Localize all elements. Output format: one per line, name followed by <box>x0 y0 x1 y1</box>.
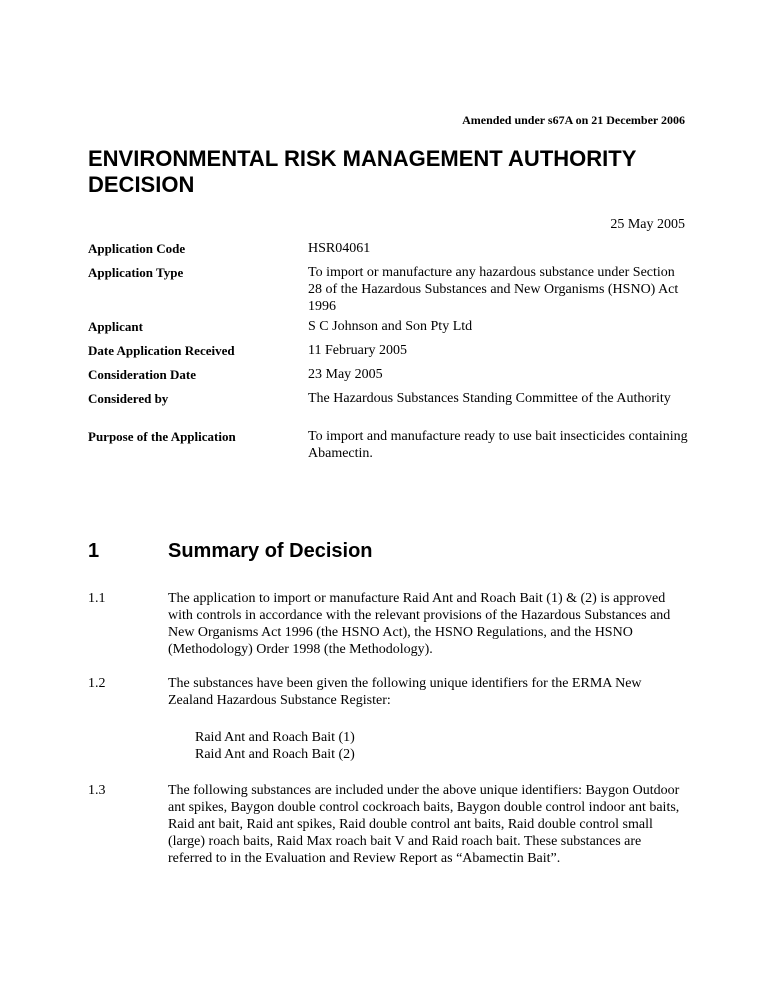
detail-label: Application Code <box>88 241 186 256</box>
detail-value: S C Johnson and Son Pty Ltd <box>308 319 473 334</box>
paragraph-text: The application to import or manufacture Raid Ant and Roach Bait (1) & (2) is approved with controls in accordance with the relevant provisions of the Hazardous Substances and New Organisms Act 1996 (the HSNO Act), the HSNO Regulations, and the HSNO (Methodology) Order 1998 (the Methodology). <box>168 591 671 657</box>
detail-value: To import or manufacture any hazardous substance under Section 28 of the Hazardous Substances and New Organisms (HSNO) Act 1996 <box>308 265 679 314</box>
section-title: Summary of Decision <box>168 540 373 562</box>
paragraph-number: 1.1 <box>88 591 106 606</box>
detail-value: 23 May 2005 <box>308 367 383 382</box>
decision-date: 25 May 2005 <box>610 217 685 232</box>
detail-label: Date Application Received <box>88 343 235 358</box>
paragraph-number: 1.3 <box>88 783 106 798</box>
unique-identifier: Raid Ant and Roach Bait (2) <box>195 747 355 762</box>
detail-value: HSR04061 <box>308 241 371 256</box>
detail-label: Considered by <box>88 391 169 406</box>
paragraph-text: The substances have been given the following unique identifiers for the ERMA New Zealand Hazardous Substance Register: <box>168 676 642 708</box>
detail-value: To import and manufacture ready to use bait insecticides containing Abamectin. <box>308 429 688 461</box>
detail-label: Consideration Date <box>88 367 196 382</box>
detail-value: The Hazardous Substances Standing Committee of the Authority <box>308 391 671 406</box>
document-title: ENVIRONMENTAL RISK MANAGEMENT AUTHORITY DECISION <box>88 146 636 197</box>
detail-label: Application Type <box>88 265 184 280</box>
detail-label: Applicant <box>88 319 143 334</box>
paragraph-number: 1.2 <box>88 676 106 691</box>
amendment-note: Amended under s67A on 21 December 2006 <box>462 113 685 127</box>
unique-identifier: Raid Ant and Roach Bait (1) <box>195 730 355 745</box>
section-number: 1 <box>88 540 100 562</box>
paragraph-text: The following substances are included under the above unique identifiers: Baygon Outdoor ant spikes, Baygon double control cockroach baits, Baygon double control indoor ant baits, Raid ant bait, Raid ant spikes, Raid double control ant baits, Raid double control small (large) roach baits, Raid Max roach bait V and Raid roach bait. These substances are referred to in the Evaluation and Review Report as “Abamectin Bait”. <box>168 783 680 866</box>
detail-label: Purpose of the Application <box>88 429 236 444</box>
detail-value: 11 February 2005 <box>308 343 408 358</box>
